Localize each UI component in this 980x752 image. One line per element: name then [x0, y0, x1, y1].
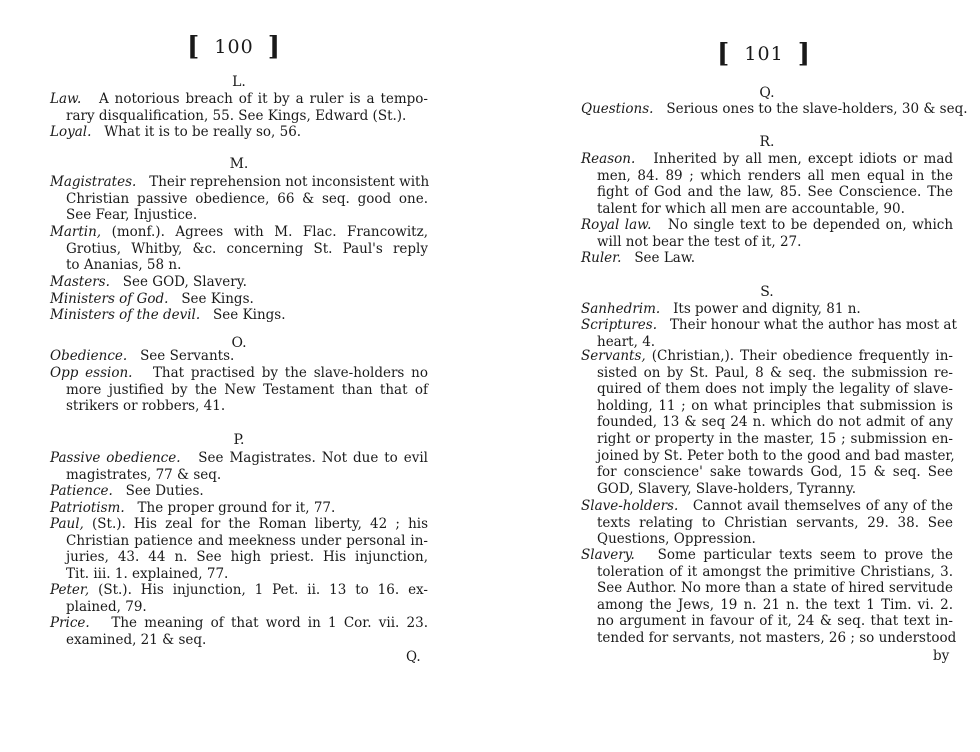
index-entry: Servants, (Christian,). Their obedience frequently in- sisted on by St. Paul, 8 & seq. the submission re- quired of them does not imply the legality of slave- holding, 11 ; on what principles that submission is founded, 13 & seq 24 n. which do not admit of any right or property in the master, 15 ; submission en- joined by St. Peter both to the good and bad master, for conscience' sake towards God, 15 & seq. See GOD, Slavery, Slave-holders, Tyranny. — [581, 348, 955, 497]
index-entry: Sanhedrim. Its power and dignity, 81 n. — [581, 301, 861, 317]
entry-term: Ministers of God. — [50, 291, 169, 307]
section-letter: Q. — [759, 85, 775, 101]
index-entry: Royal law. No single text to be depended on, which will not bear the test of it, 27. — [581, 217, 954, 250]
page-number: [ 101 ] — [717, 39, 812, 69]
index-entry: Loyal. What it is to be really so, 56. — [50, 124, 302, 140]
entry-term: Price. — [50, 615, 90, 631]
catchword: by — [933, 648, 950, 664]
page-number: [ 100 ] — [187, 32, 282, 62]
index-entry: Patience. See Duties. — [50, 483, 204, 499]
entry-term: Magistrates. — [50, 174, 137, 190]
entry-term: Opp ession. — [50, 365, 133, 381]
index-entry: Slave-holders. Cannot avail themselves of any of the texts relating to Christian servants, 29. 38. See Questions, Oppression. — [581, 498, 954, 548]
index-entry: Magistrates. Their reprehension not inconsistent with Christian passive obedience, 66 & seq. good one. See Fear, Injustice. — [50, 174, 430, 224]
index-entry: Ruler. See Law. — [581, 250, 696, 266]
section-letter: O. — [231, 335, 247, 351]
index-entry: Martin, (monf.). Agrees with M. Flac. Francowitz, Grotius, Whitby, &c. concerning St. Paul's reply to Ananias, 58 n. — [50, 224, 428, 274]
index-entry: Ministers of God. See Kings. — [50, 291, 254, 307]
entry-term: Patience. — [50, 483, 113, 499]
index-entry: Questions. Serious ones to the slave-holders, 30 & seq. — [581, 101, 968, 117]
index-entry: Scriptures. Their honour what the author has most at heart, 4. — [581, 317, 957, 350]
entry-term: Ruler. — [581, 250, 622, 266]
section-letter: P. — [233, 432, 245, 448]
index-entry: Peter, (St.). His injunction, 1 Pet. ii. 13 to 16. ex- plained, 79. — [50, 582, 428, 615]
entry-term: Paul, — [50, 516, 84, 532]
section-letter: L. — [232, 74, 246, 90]
index-entry: Paul, (St.). His zeal for the Roman liberty, 42 ; his Christian patience and meekness under personal in- juries, 43. 44 n. See high priest. His injunction, Tit. iii. 1. explained, 77. — [50, 516, 429, 582]
index-entry: Reason. Inherited by all men, except idiots or mad men, 84. 89 ; which renders all men equal in the fight of God and the law, 85. See Conscience. The talent for which all men are accountable, 90. — [581, 151, 954, 217]
index-entry: Masters. See GOD, Slavery. — [50, 274, 247, 290]
index-entry: Passive obedience. See Magistrates. Not due to evil magistrates, 77 & seq. — [50, 450, 428, 483]
index-entry: Ministers of the devil. See Kings. — [50, 307, 286, 323]
entry-term: Masters. — [50, 274, 110, 290]
section-letter: M. — [229, 156, 249, 172]
entry-term: Royal law. — [581, 217, 652, 233]
entry-term: Patriotism. — [50, 500, 125, 516]
entry-term: Passive obedience. — [50, 450, 181, 466]
entry-term: Loyal. — [50, 124, 92, 140]
index-entry: Patriotism. The proper ground for it, 77. — [50, 500, 336, 516]
entry-term: Questions. — [581, 101, 654, 117]
entry-term: Slavery. — [581, 547, 635, 563]
entry-term: Sanhedrim. — [581, 301, 661, 317]
entry-term: Law. — [50, 91, 82, 107]
section-letter: R. — [759, 134, 775, 150]
index-entry: Slavery. Some particular texts seem to prove the toleration of it amongst the primitive Christians, 3. See Author. No more than a state of hired servitude among the Jews, 19 n. 21 n. the text 1 Tim. vi. 2. no argument in favour of it, 24 & seq. that text in- tended for servants, not masters, 26 ; so understood — [581, 547, 957, 646]
entry-term: Slave-holders. — [581, 498, 679, 514]
catchword: Q. — [406, 649, 421, 665]
entry-term: Martin, — [50, 224, 102, 240]
index-entry: Law. A notorious breach of it by a ruler is a tempo- rary disqualification, 55. See Kings, Edward (St.). — [50, 91, 428, 124]
index-entry: Price. The meaning of that word in 1 Cor. vii. 23. examined, 21 & seq. — [50, 615, 429, 648]
index-entry: Obedience. See Servants. — [50, 348, 235, 364]
entry-term: Obedience. — [50, 348, 128, 364]
entry-term: Peter, — [50, 582, 90, 598]
entry-term: Scriptures. — [581, 317, 658, 333]
entry-term: Servants, — [581, 348, 646, 364]
entry-term: Ministers of the devil. — [50, 307, 201, 323]
entry-term: Reason. — [581, 151, 636, 167]
section-letter: S. — [760, 284, 774, 300]
index-entry: Opp ession. That practised by the slave-holders no more justified by the New Testament than that of strikers or robbers, 41. — [50, 365, 428, 415]
